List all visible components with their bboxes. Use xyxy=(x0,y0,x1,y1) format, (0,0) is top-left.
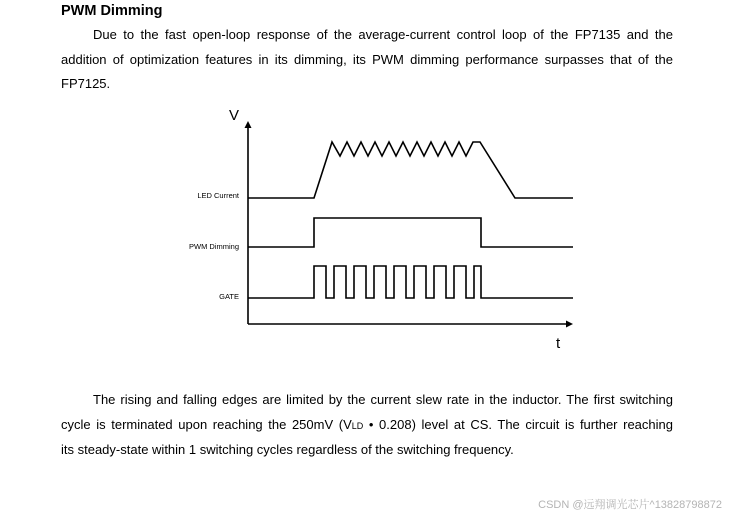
intro-line-2: addition of optimization features in its dimming, its PWM dimming performance surpasses that of the xyxy=(61,51,673,67)
section-heading: PWM Dimming xyxy=(61,3,163,19)
edges-line-1: The rising and falling edges are limited by the current slew rate in the inductor. The first switching xyxy=(93,392,673,407)
y-axis-label: V xyxy=(229,107,240,124)
edges-paragraph xyxy=(61,388,673,463)
led-current-waveform xyxy=(248,142,573,198)
intro-line-1: Due to the fast open-loop response of the average-current control loop of the FP7135 and the xyxy=(93,27,673,42)
vld-subscript: LD xyxy=(351,420,364,431)
edges-line-2 xyxy=(29,413,673,439)
y-axis-arrow xyxy=(245,121,252,128)
edges-line-2-start: cycle is terminated upon reaching the 250mV (V xyxy=(61,416,352,432)
x-axis-label: t xyxy=(556,335,561,352)
edges-line-2-end: • 0.208) level at CS. The circuit is further reaching xyxy=(363,416,673,432)
gate-label: GATE xyxy=(219,292,239,301)
x-axis-arrow xyxy=(566,321,573,328)
edges-line-3: its steady-state within 1 switching cycles regardless of the switching frequency. xyxy=(61,442,514,457)
led-current-label: LED Current xyxy=(197,191,239,200)
pwm-dimming-waveform xyxy=(248,218,573,247)
gate-waveform xyxy=(248,266,573,298)
csdn-watermark: CSDN @远翔调光芯片^13828798872 xyxy=(538,499,722,511)
pwm-dimming-label: PWM Dimming xyxy=(189,242,239,251)
intro-line-3: FP7125. xyxy=(61,76,111,91)
